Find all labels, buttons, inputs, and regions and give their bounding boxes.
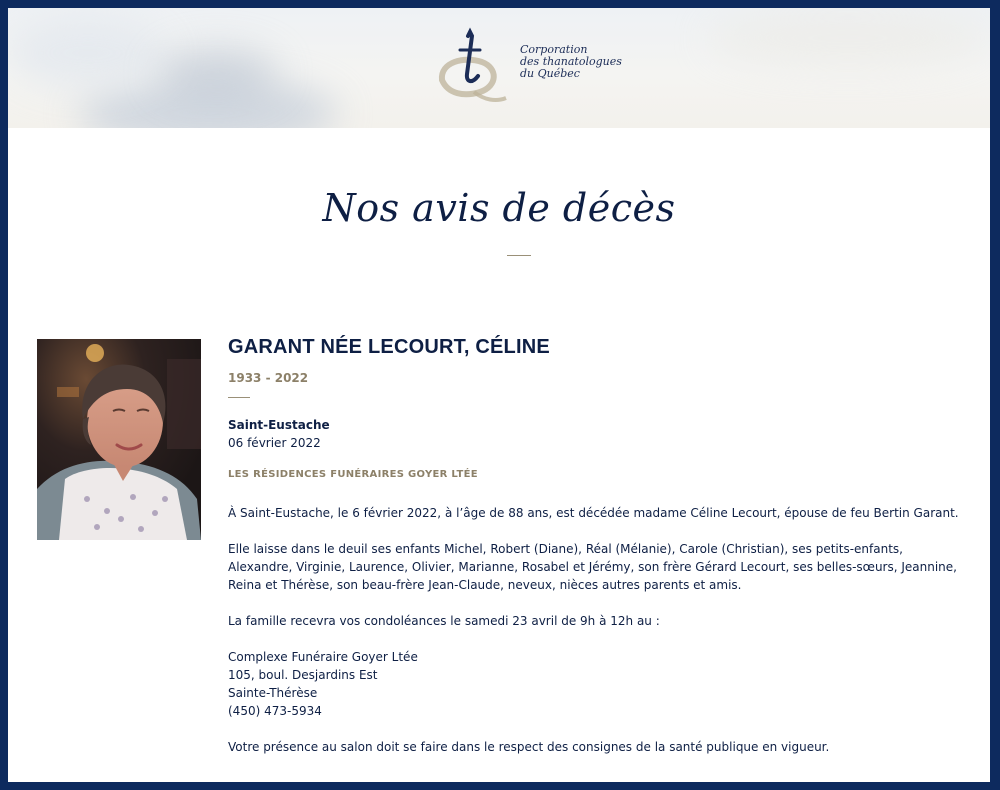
title-divider	[507, 255, 531, 256]
logo-text-line: Corporation	[520, 43, 588, 56]
obituary-details	[228, 336, 968, 754]
deceased-photo	[37, 339, 201, 540]
obituary-text	[228, 504, 968, 774]
obituary-date: 06 février 2022	[228, 436, 321, 450]
funeral-home-name[interactable]: LES RÉSIDENCES FUNÉRAIRES GOYER LTÉE	[228, 469, 478, 480]
logo-mark-icon	[434, 22, 510, 104]
page-frame	[8, 8, 990, 782]
obituary-paragraph: La famille recevra vos condoléances le samedi 23 avril de 9h à 12h au :	[228, 614, 660, 628]
address-line: Sainte-Thérèse	[228, 686, 318, 700]
deceased-name[interactable]: GARANT NÉE LECOURT, CÉLINE	[228, 336, 550, 358]
address-line: Complexe Funéraire Goyer Ltée	[228, 650, 418, 664]
name-divider	[228, 397, 250, 398]
logo-text-line: du Québec	[520, 67, 580, 80]
logo-text	[520, 44, 622, 80]
life-years: 1933 - 2022	[228, 371, 309, 385]
obituary-city: Saint-Eustache	[228, 418, 330, 432]
obituary-paragraph: Elle laisse dans le deuil ses enfants Michel, Robert (Diane), Réal (Mélanie), Carole (Christian), ses petits-enfants, Alexandre, Virginie, Laurence, Olivier, Marianne, Rosabel et Jérémy, son frère Gérard Lecourt, ses belles-sœurs, Jeannine, Reina et Thérèse, son beau-frère Jean-Claude, neveux, nièces autres parents et amis.	[228, 542, 957, 592]
funeral-address	[228, 648, 968, 720]
sky-cloud	[158, 48, 278, 98]
obituary-paragraph: À Saint-Eustache, le 6 février 2022, à l’âge de 88 ans, est décédée madame Céline Lecourt, épouse de feu Bertin Garant.	[228, 506, 959, 520]
sky-cloud	[708, 8, 988, 68]
obituary-closing: Votre présence au salon doit se faire dans le respect des consignes de la santé publique en vigueur.	[228, 740, 830, 754]
site-logo[interactable]	[434, 22, 634, 112]
address-line: 105, boul. Desjardins Est	[228, 668, 378, 682]
site-header	[8, 8, 990, 128]
sky-cloud	[8, 18, 168, 88]
portrait-image	[37, 339, 201, 540]
page-title: Nos avis de décès	[322, 186, 676, 230]
phone-number[interactable]: (450) 473-5934	[228, 704, 322, 718]
logo-text-line: des thanatologues	[520, 55, 622, 68]
